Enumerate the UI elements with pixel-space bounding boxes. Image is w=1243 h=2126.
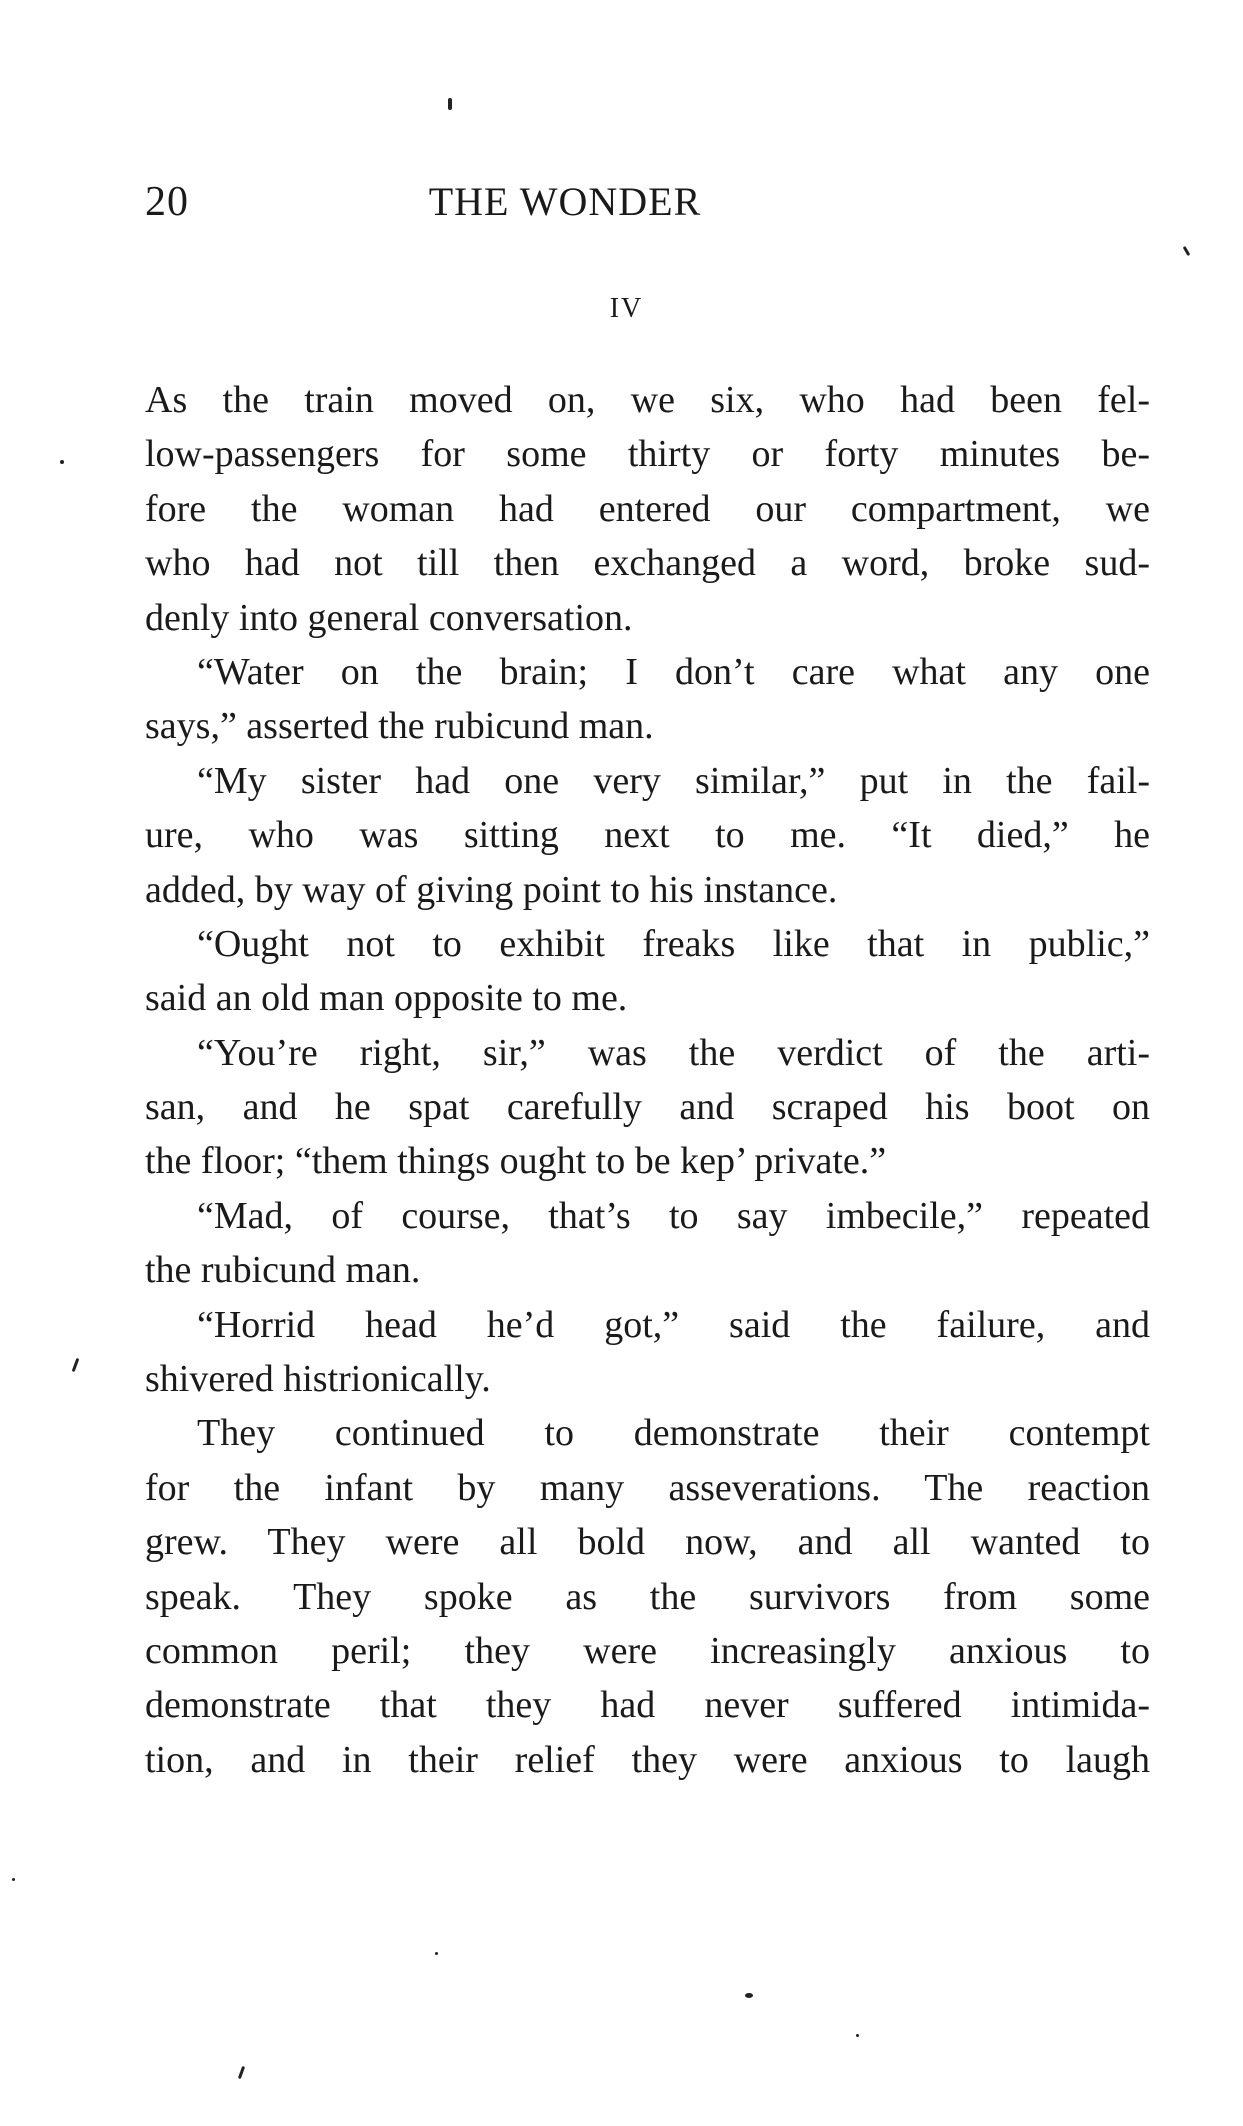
text-line: added, by way of giving point to his instance. <box>145 868 838 911</box>
text-line: the rubicund man. <box>145 1249 421 1292</box>
body-text <box>145 373 1150 1787</box>
text-line: fore the woman had entered our compartment, we <box>145 487 1150 530</box>
book-title: THE WONDER <box>428 179 702 224</box>
text-line: for the infant by many asseverations. The reaction <box>145 1466 1150 1509</box>
text-line: demonstrate that they had never suffered intimida- <box>145 1684 1150 1727</box>
text-line: ure, who was sitting next to me. “It died,” he <box>145 814 1150 857</box>
text-line: who had not till then exchanged a word, broke sud- <box>145 542 1150 585</box>
scan-speck <box>60 460 64 464</box>
text-line: They continued to demonstrate their contempt <box>197 1412 1150 1455</box>
scan-speck <box>1183 246 1191 256</box>
text-line: said an old man opposite to me. <box>145 977 628 1020</box>
scan-speck <box>72 1358 80 1372</box>
text-line: As the train moved on, we six, who had been fel- <box>145 379 1150 421</box>
text-line: speak. They spoke as the survivors from some <box>145 1575 1150 1618</box>
text-line: “Mad, of course, that’s to say imbecile,” repeated <box>197 1194 1150 1237</box>
scan-speck <box>12 1878 15 1881</box>
scan-speck <box>448 98 452 110</box>
text-line: “Horrid head he’d got,” said the failure, and <box>197 1303 1150 1346</box>
text-line: “My sister had one very similar,” put in the fail- <box>197 759 1150 802</box>
section-number: IV <box>609 293 644 324</box>
running-head <box>145 178 1155 238</box>
text-line: says,” asserted the rubicund man. <box>145 705 654 748</box>
text-line: grew. They were all bold now, and all wanted to <box>145 1521 1150 1564</box>
text-line: denly into general conversation. <box>145 596 633 639</box>
text-line: “Water on the brain; I don’t care what any one <box>197 650 1150 693</box>
scan-speck <box>238 2066 245 2079</box>
scan-speck <box>856 2034 859 2037</box>
page-number: 20 <box>145 179 189 225</box>
text-line: tion, and in their relief they were anxious to laugh <box>145 1738 1150 1781</box>
text-line: shivered histrionically. <box>145 1358 491 1401</box>
text-line: common peril; they were increasingly anxious to <box>145 1629 1150 1672</box>
text-line: “You’re right, sir,” was the verdict of the arti- <box>197 1031 1150 1074</box>
text-line: the floor; “them things ought to be kep’ private.” <box>145 1140 887 1183</box>
text-line: low-passengers for some thirty or forty minutes be- <box>145 433 1150 476</box>
text-line: “Ought not to exhibit freaks like that in public,” <box>197 922 1150 965</box>
text-line: san, and he spat carefully and scraped his boot on <box>145 1086 1150 1129</box>
scan-speck <box>435 1952 438 1955</box>
scan-speck <box>745 1993 753 1998</box>
